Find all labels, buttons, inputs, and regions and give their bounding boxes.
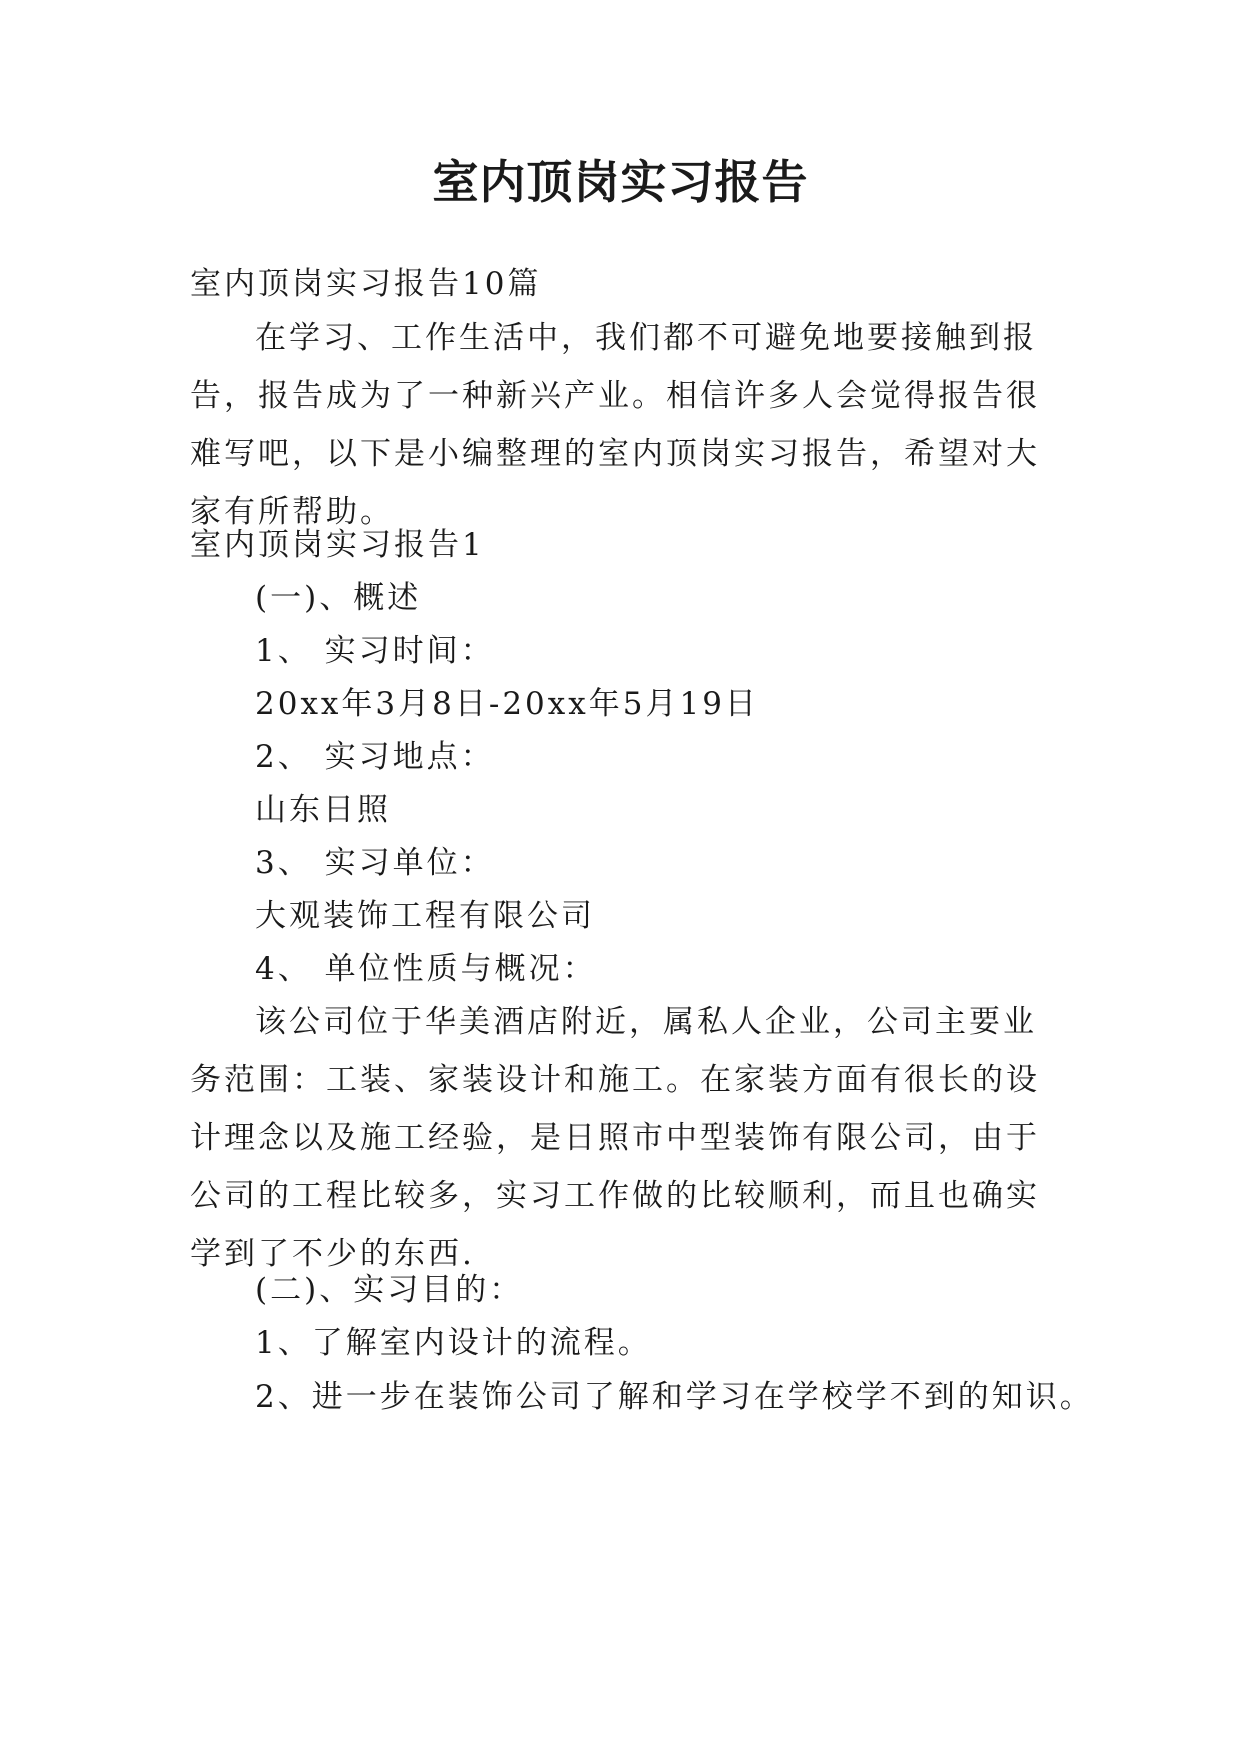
item-3-label: 3、 实习单位： (255, 845, 495, 881)
purpose-item-1: 1、了解室内设计的流程。 (255, 1325, 652, 1361)
document-title: 室内顶岗实习报告 (432, 155, 809, 209)
item-1-label: 1、 实习时间： (255, 633, 495, 669)
item-1-value: 20xx年3月8日-20xx年5月19日 (255, 686, 759, 722)
overview-heading: (一)、概述 (255, 580, 422, 616)
purpose-item-2: 2、进一步在装饰公司了解和学习在学校学不到的知识。 (255, 1379, 1094, 1415)
company-description: 该公司位于华美酒店附近，属私人企业，公司主要业务范围：工装、家装设计和施工。在家装方面有很长的设计理念以及施工经验，是日照市中型装饰有限公司，由于公司的工程比较多，实习工作做的比较顺利，而且也确实学到了不少的东西. (190, 1004, 1040, 1272)
section-heading-1: 室内顶岗实习报告1 (190, 527, 485, 563)
item-4-label: 4、 单位性质与概况： (255, 951, 597, 987)
item-2-label: 2、 实习地点： (255, 739, 495, 775)
intro-paragraph: 在学习、工作生活中，我们都不可避免地要接触到报告，报告成为了一种新兴产业。相信许多人会觉得报告很难写吧，以下是小编整理的室内顶岗实习报告，希望对大家有所帮助。 (190, 320, 1040, 530)
item-3-value: 大观装饰工程有限公司 (255, 898, 595, 934)
purpose-heading: (二)、实习目的： (255, 1272, 524, 1308)
item-2-value: 山东日照 (255, 792, 391, 828)
document-subtitle: 室内顶岗实习报告10篇 (190, 266, 542, 302)
